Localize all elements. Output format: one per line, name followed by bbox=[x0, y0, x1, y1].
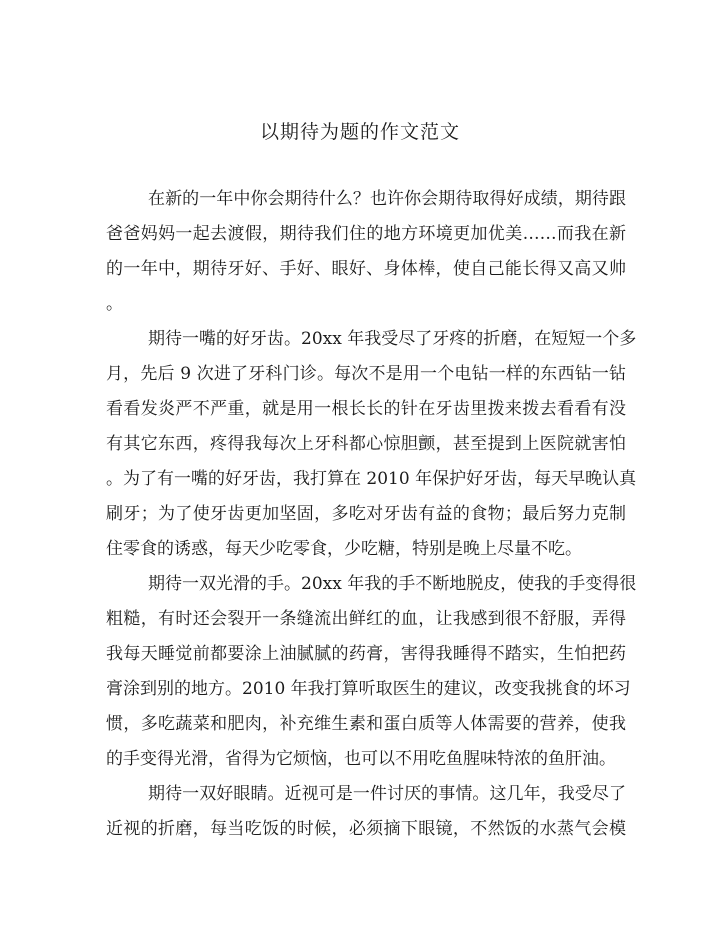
text-line: 近视的折磨，每当吃饭的时候，必须摘下眼镜，不然饭的水蒸气会模 bbox=[106, 819, 626, 839]
text-line: 月，先后 9 次进了牙科门诊。每次不是用一个电钻一样的东西钻一钻 bbox=[106, 364, 626, 384]
text-line: 刷牙；为了使牙齿更加坚固，多吃对牙齿有益的食物；最后努力克制 bbox=[106, 504, 626, 524]
text-line: 膏涂到别的地方。2010 年我打算听取医生的建议，改变我挑食的坏习 bbox=[106, 679, 631, 699]
text-line: 住零食的诱惑，每天少吃零食，少吃糖，特别是晚上尽量不吃。 bbox=[106, 539, 582, 559]
text-line: 的手变得光滑，省得为它烦恼，也可以不用吃鱼腥味特浓的鱼肝油。 bbox=[106, 749, 616, 769]
document-title: 以期待为题的作文范文 bbox=[259, 121, 460, 143]
text-line: 爸爸妈妈一起去渡假，期待我们住的地方环境更加优美……而我在新 bbox=[106, 224, 626, 244]
text-line: 的一年中，期待牙好、手好、眼好、身体棒，使自己能长得又高又帅 bbox=[106, 259, 626, 279]
text-line: 。 bbox=[106, 294, 123, 314]
text-line: 期待一双好眼睛。近视可是一件讨厌的事情。这几年，我受尽了 bbox=[148, 784, 626, 804]
text-line: 有其它东西，疼得我每次上牙科都心惊胆颤，甚至提到上医院就害怕 bbox=[106, 434, 626, 454]
text-line: 我每天睡觉前都要涂上油腻腻的药膏，害得我睡得不踏实，生怕把药 bbox=[106, 644, 626, 664]
text-line: 看看发炎严不严重，就是用一根长长的针在牙齿里拨来拨去看看有没 bbox=[106, 399, 626, 419]
text-line: 惯，多吃蔬菜和肥肉，补充维生素和蛋白质等人体需要的营养，使我 bbox=[106, 714, 626, 734]
text-line: 。为了有一嘴的好牙齿，我打算在 2010 年保护好牙齿，每天早晚认真 bbox=[106, 469, 637, 489]
text-line: 期待一双光滑的手。20xx 年我的手不断地脱皮，使我的手变得很 bbox=[148, 574, 637, 594]
text-line: 粗糙，有时还会裂开一条缝流出鲜红的血，让我感到很不舒服，弄得 bbox=[106, 609, 626, 629]
text-line: 在新的一年中你会期待什么？也许你会期待取得好成绩，期待跟 bbox=[148, 189, 626, 209]
text-line: 期待一嘴的好牙齿。20xx 年我受尽了牙疼的折磨，在短短一个多 bbox=[148, 329, 637, 349]
